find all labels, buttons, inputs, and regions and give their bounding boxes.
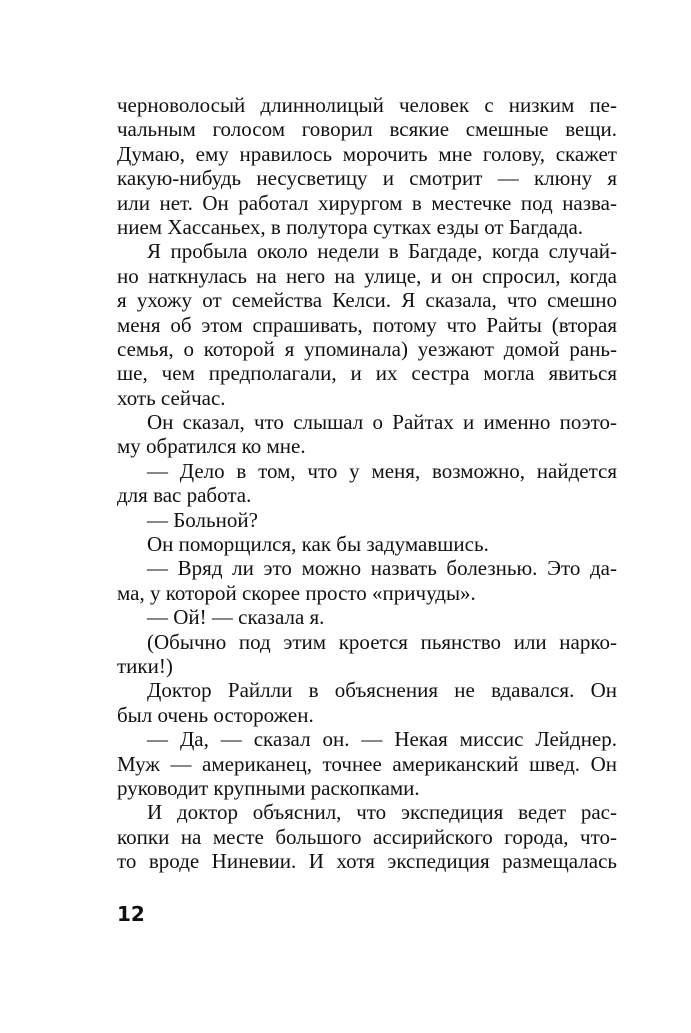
text-line: меня об этом спрашивать, потому что Райты (вторая: [117, 312, 617, 337]
text-line: — Да, — сказал он. — Некая миссис Лейднер.: [147, 727, 617, 752]
text-line: хоть сейчас.: [117, 385, 226, 410]
text-line: ма, у которой скорее просто «причуды».: [117, 580, 476, 605]
text-line: но наткнулась на него на улице, и он спросил, когда: [117, 263, 617, 288]
text-line: — Вряд ли это можно назвать болезнью. Это да-: [147, 556, 617, 581]
text-line: для вас работа.: [117, 483, 252, 508]
text-line: — Больной?: [147, 507, 258, 532]
text-line: ше, чем предполагали, и их сестра могла явиться: [117, 361, 617, 386]
text-line: руководит крупными раскопками.: [117, 775, 420, 800]
text-line: черноволосый длиннолицый человек с низким пе-: [117, 93, 617, 117]
text-line: — Дело в том, что у меня, возможно, найдется: [147, 458, 617, 483]
text-line: И доктор объяснил, что экспедиция ведет рас-: [147, 800, 617, 825]
text-line: то вроде Ниневии. И хотя экспедиция размещалась: [117, 849, 617, 874]
text-line: нием Хассаньех, в полутора сутках езды от Багдада.: [117, 214, 584, 239]
text-line: я ухожу от семейства Келси. Я сказала, что смешно: [117, 288, 617, 313]
text-line: Он поморщился, как бы задумавшись.: [147, 532, 489, 557]
text-line: чальным голосом говорил всякие смешные вещи.: [117, 117, 617, 142]
text-line: копки на месте большого ассирийского города, что-: [117, 824, 617, 849]
text-line: Муж — американец, точнее американский швед. Он: [117, 751, 617, 776]
text-line: Доктор Райлли в объяснения не вдавался. Он: [147, 678, 617, 703]
text-line: му обратился ко мне.: [117, 434, 306, 459]
text-line: был очень осторожен.: [117, 702, 314, 727]
text-line: Я пробыла около недели в Багдаде, когда случай-: [147, 239, 617, 264]
page-number: 12: [117, 902, 145, 926]
text-line: или нет. Он работал хирургом в местечке под назва-: [117, 190, 617, 215]
text-line: Он сказал, что слышал о Райтах и именно поэто-: [147, 410, 617, 435]
text-line: тики!): [117, 653, 173, 678]
text-line: какую-нибудь несусветицу и смотрит — клюну я: [117, 166, 617, 191]
text-line: — Ой! — сказала я.: [147, 605, 325, 630]
text-line: (Обычно под этим кроется пьянство или нарко-: [147, 629, 617, 654]
text-line: семья, о которой я упоминала) уезжают домой рань-: [117, 336, 617, 361]
body-text: [117, 93, 617, 874]
text-line: Думаю, ему нравилось морочить мне голову, скажет: [117, 141, 617, 166]
